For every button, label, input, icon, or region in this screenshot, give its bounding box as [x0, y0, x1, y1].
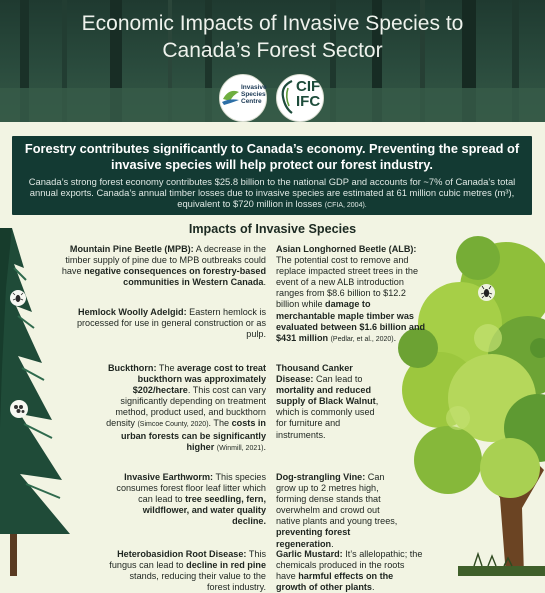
- beetle-icon-badge-2: [10, 400, 28, 418]
- page-title: Economic Impacts of Invasive Species to Canada’s Forest Sector: [81, 12, 464, 62]
- intro-body: Canada’s strong forest economy contributes $25.8 billion to the national GDP and accounts for ~7% of Canada’s total annual exports. Canada’s annual timber losses due to invasive species are estimated at 61 million cubic metres (m³), equivalent to $720 million in losses (CFIA, 2004).: [28, 176, 516, 210]
- intro-box: [12, 136, 532, 215]
- beetle-icon-badge-1: [10, 290, 26, 306]
- beetle-icon: [478, 284, 495, 301]
- impact-mpb: Mountain Pine Beetle (MPB): A decrease in the timber supply of pine due to MPB outbreaks could have negative consequences on forestry-based communities in Western Canada.: [61, 244, 266, 288]
- impact-buckthorn: Buckthorn: The average cost to treat buckthorn was approximately $202/hectare. This cost can vary significantly depending on treatment method, product used, and buckthorn density (Simcoe County, 2020). The costs in urban forests can be significantly higher (Winmill, 2021).: [106, 363, 266, 452]
- impact-thousand-canker-disease: Thousand Canker Disease: Can lead to mortality and reduced supply of Black Walnut, which is commonly used for furniture and instruments.: [276, 363, 379, 440]
- impact-invasive-earthworm: Invasive Earthworm: This species consumes forest floor leaf litter which can lead to tree seedling, fern, wildflower, and water quality decline.: [116, 472, 266, 527]
- impact-dog-strangling-vine: Dog-strangling Vine: Can grow up to 2 metres high, forming dense stands that overwhelm and crowd out native plants and young trees, preventing forest regeneration.: [276, 472, 398, 549]
- intro-headline: Forestry contributes significantly to Canada’s economy. Preventing the spread of invasive species will help protect our forest industry.: [24, 141, 520, 172]
- impact-hemlock-woolly-adelgid: Hemlock Woolly Adelgid: Eastern hemlock is processed for use in general construction or as pulp.: [76, 307, 266, 340]
- adelgid-icon: [10, 400, 28, 418]
- cif-ifc-logo-icon: [279, 78, 295, 116]
- beetle-icon-badge-3: [478, 284, 495, 301]
- cif-logo-text: CIF IFC: [296, 78, 321, 110]
- impact-heterobasidion: Heterobasidion Root Disease: This fungus can lead to decline in red pine stands, reducing their value to the forest industry.: [109, 549, 266, 593]
- beetle-icon: [10, 290, 26, 306]
- isc-logo-text: Invasive Species Centre: [241, 84, 267, 105]
- impact-garlic-mustard: Garlic Mustard: It’s allelopathic; the chemicals produced in the roots have harmful effects on the growth of other plants.: [276, 549, 423, 593]
- section-title: Impacts of Invasive Species: [188, 222, 357, 236]
- impact-asian-longhorned-beetle: Asian Longhorned Beetle (ALB): The potential cost to remove and replace impacted street trees in the event of a new ALB introduction ranges from $8.6 billion to $12.2 billion while damage to merchantable maple timber was evaluated between $1.6 billion and $431 million (Pedlar, et al., 2020).: [276, 244, 426, 343]
- invasive-species-centre-logo-icon: [221, 86, 241, 106]
